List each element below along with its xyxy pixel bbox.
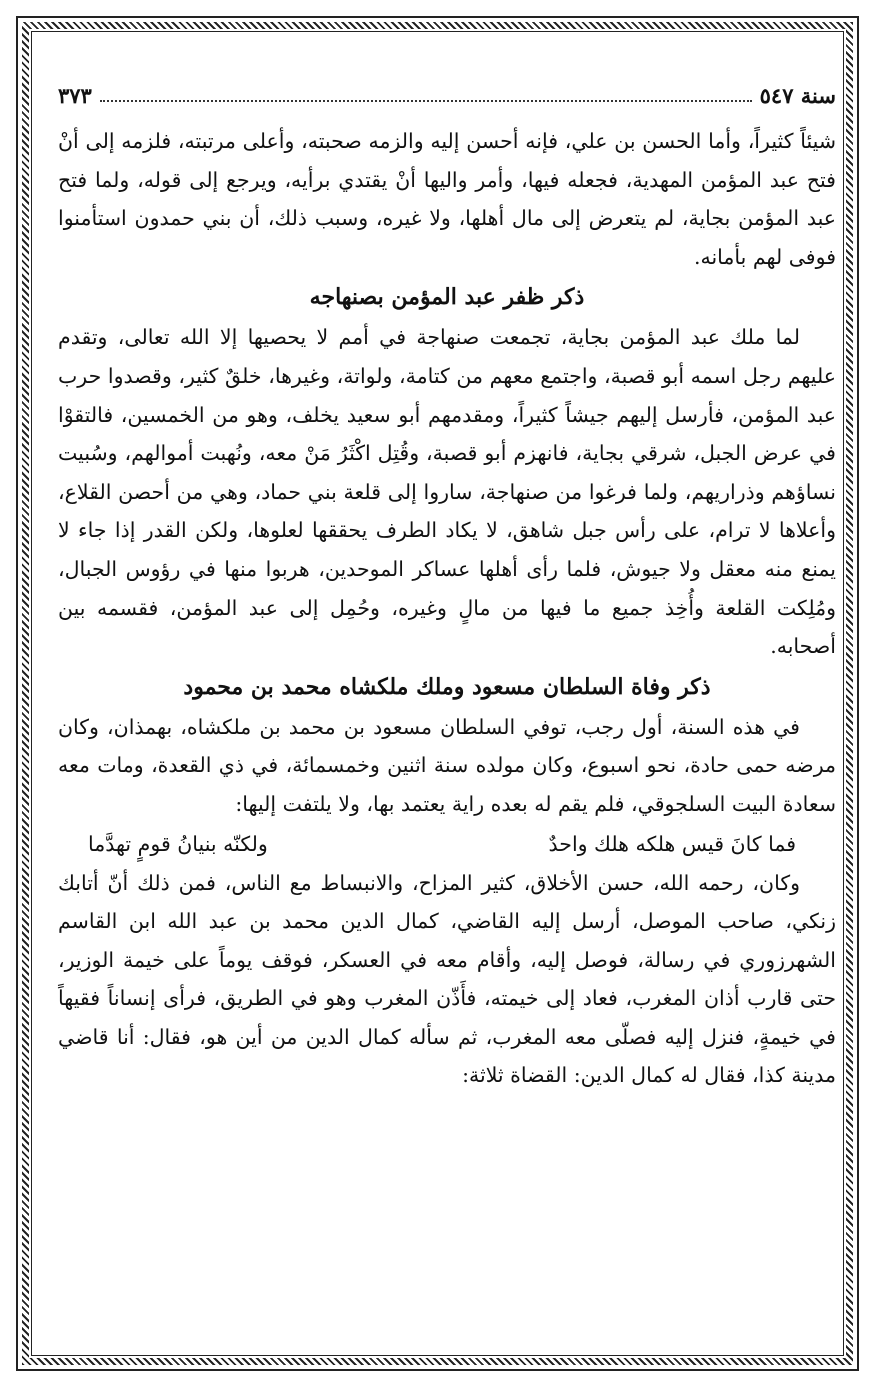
paragraph-2: لما ملك عبد المؤمن بجاية، تجمعت صنهاجة في أمم لا يحصيها إلا الله تعالى، وتقدم عليهم رجل اسمه أبو قصبة، واجتمع معهم من كتامة، ولواتة، وغيرها، خلقٌ كثير، وقصدوا حرب عبد المؤمن، فأرسل إليهم جيشاً كثيراً، ومقدمهم أبو سعيد يخلف، وهو من الخمسين، فالتقوْا في عرض الجبل، شرقي بجاية، فانهزم أبو قصبة، وقُتِل اكْثَرُ مَنْ معه، ونُهبت أموالهم، وسُبيت نساؤهم وذراريهم، ولما فرغوا من صنهاجة، ساروا إلى قلعة بني حماد، وهي من أحصن القلاع، وأعلاها لا ترام، على رأس جبل شاهق، لا يكاد الطرف يحققها لعلوها، ولكن القدر إذا جاء لا يمنع منه معقل ولا جيوش، فلما رأى أهلها عساكر الموحدين، هربوا منها في رؤوس الجبال، ومُلِكت القلعة وأُخِذ جميع ما فيها من مالٍ وغيره، وحُمِل إلى عبد المؤمن، فقسمه بين أصحابه. (58, 325, 836, 659)
header-year: سنة ٥٤٧ (759, 82, 836, 108)
paragraph-4: وكان، رحمه الله، حسن الأخلاق، كثير المزاح، والانبساط مع الناس، فمن ذلك أنّ أتابك زنكي، صاحب الموصل، أرسل إليه القاضي، كمال الدين محمد بن عبد الله ابن القاسم الشهرزوري في رسالة، فوصل إليه، وأقام معه في العسكر، فوقف يوماً على خيمة الوزير، حتى قارب أذان المغرب، فعاد إلى خيمته، فأَذّن المغرب وهو في الطريق، فرأى إنساناً فقيهاً في خيمةٍ، فنزل إليه فصلّى معه المغرب، ثم سأله كمال الدين من أين هو، فقال: أنا قاضي مدينة كذا، فقال له كمال الدين: القضاة ثلاثة: (58, 870, 836, 1088)
header-dotted-leader (100, 88, 752, 102)
page-number: ٣٧٣ (58, 82, 92, 108)
verse-second-hemistich: ولكنّه بنيانُ قومٍ تهدَّما (88, 831, 268, 856)
paragraph-1: شيئاً كثيراً، وأما الحسن بن علي، فإنه أحسن إليه والزمه صحبته، وأعلى مرتبته، فلزمه إلى أنْ فتح عبد المؤمن المهدية، فجعله فيها، وأمر واليها أنْ يقتدي برأيه، ويرجع إلى قوله، ولما فتح عبد المؤمن بجاية، لم يتعرض إلى مال أهلها، ولا غيره، وسبب ذلك، أن بني حمدون استأمنوا فوفى لهم بأمانه. (58, 129, 836, 269)
verse-first-hemistich: فما كانَ قيس هلكه هلك واحدٌ (548, 831, 796, 856)
section-heading-2: ذكر وفاة السلطان مسعود وملك ملكشاه محمد بن محمود (183, 673, 711, 700)
section-heading-1: ذكر ظفر عبد المؤمن بصنهاجه (309, 284, 585, 311)
page-content (58, 80, 836, 1095)
paragraph-3: في هذه السنة، أول رجب، توفي السلطان مسعود بن محمد بن ملكشاه، بهمذان، وكان مرضه حمى حادة، نحو اسبوع، وكان مولده سنة اثنين وخمسمائة، في ذي القعدة، ومات معه سعادة البيت السلجوقي، فلم يقم له بعده راية يعتمد بها، ولا يلتفت إليها: (58, 714, 836, 816)
poetry-verse (58, 824, 836, 864)
running-header (58, 80, 836, 110)
